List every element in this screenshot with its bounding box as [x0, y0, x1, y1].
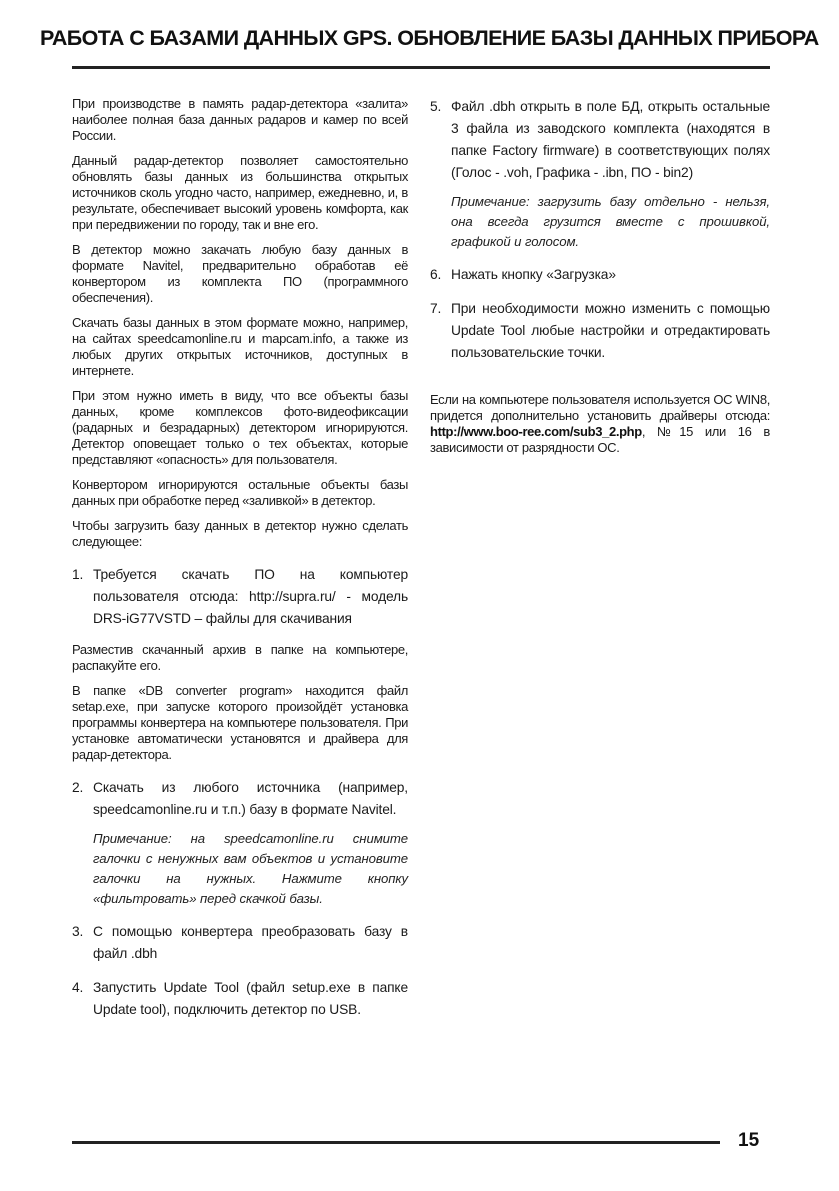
- step-5: [430, 96, 770, 184]
- driver-note: [430, 392, 770, 456]
- step-2: [72, 777, 408, 821]
- paragraph: В папке «DB converter program» находится файл setap.exe, при запуске которого произойдёт установка программы конвертера на компьютере пользователя. При установке автоматически установятся и драйвера для радар-детектора.: [72, 683, 408, 762]
- step-text: С помощью конвертера преобразовать базу в файл .dbh: [93, 924, 408, 961]
- paragraph: Данный радар-детектор позволяет самостоятельно обновлять базы данных из большинства открытых источников сколь угодно часто, например, ежедневно, и, в результате, обеспечивает высокий уровень комфорта, как при передвижении по городу, так и вне его.: [72, 153, 408, 232]
- step-7: [430, 298, 770, 364]
- step-text: Файл .dbh открыть в поле БД, открыть остальные 3 файла из заводского комплекта (находятся в папке Factory firmware) в соответствующих полях (Голос - .voh, Графика - .ibn, ПО - bin2): [451, 99, 770, 180]
- step-text: Запустить Update Tool (файл setup.exe в папке Update tool), подключить детектор по USB.: [93, 980, 408, 1017]
- driver-download-link[interactable]: http://www.boo-ree.com/sub3_2.php: [430, 424, 642, 439]
- left-column: [72, 96, 408, 1033]
- paragraph: Скачать базы данных в этом формате можно, например, на сайтах speedcamonline.ru и mapcam.info, а также из любых других открытых источников, доступных в интернете.: [72, 315, 408, 378]
- paragraph: При производстве в память радар-детектора «залита» наиболее полная база данных радаров и камер по всей России.: [72, 96, 408, 143]
- note-speedcamonline: Примечание: на speedcamonline.ru снимите галочки с ненужных вам объектов и установите галочки на нужных. Нажмите кнопку «фильтровать» перед скачкой базы.: [93, 831, 408, 906]
- paragraph: При этом нужно иметь в виду, что все объекты базы данных, кроме комплексов фото-видеофиксации (радарных и безрадарных) детектором игнорируются. Детектор оповещает только о тех объектах, которые представляют «опасность» для пользователя.: [72, 388, 408, 467]
- step-6: [430, 264, 770, 286]
- step-text: Требуется скачать ПО на компьютер пользователя отсюда: http://supra.ru/ - модель DRS-iG77VSTD – файлы для скачивания: [93, 567, 408, 626]
- step-number: 3.: [72, 924, 84, 939]
- step-text: Нажать кнопку «Загрузка»: [451, 267, 616, 282]
- step-text: Скачать из любого источника (например, speedcamonline.ru и т.п.) базу в формате Navitel.: [93, 780, 408, 817]
- step-number: 4.: [72, 980, 84, 995]
- paragraph: Разместив скачанный архив в папке на компьютере, распакуйте его.: [72, 642, 408, 673]
- driver-note-text: , №15 или 16 в зависимости от разрядности ОС.: [430, 424, 770, 455]
- page-number: 15: [738, 1130, 760, 1151]
- right-column: [430, 96, 770, 465]
- page-title: РАБОТА С БАЗАМИ ДАННЫХ GPS. ОБНОВЛЕНИЕ БАЗЫ ДАННЫХ ПРИБОРА: [40, 26, 819, 50]
- step-number: 1.: [72, 567, 84, 582]
- note-firmware: Примечание: загрузить базу отдельно - нельзя, она всегда грузится вместе с прошивкой, графикой и голосом.: [451, 194, 770, 249]
- footer-divider: [72, 1141, 720, 1144]
- step-number: 7.: [430, 301, 442, 316]
- step-number: 5.: [430, 99, 442, 114]
- driver-note-text: Если на компьютере пользователя используется ОС WIN8, придется дополнительно установить драйверы отсюда:: [430, 392, 770, 423]
- step-number: 2.: [72, 780, 84, 795]
- header-divider: [72, 66, 770, 69]
- step-3: [72, 921, 408, 965]
- step-text: При необходимости можно изменить с помощью Update Tool любые настройки и отредактировать пользовательские точки.: [451, 301, 770, 360]
- step-4: [72, 977, 408, 1021]
- paragraph: Конвертором игнорируются остальные объекты базы данных при обработке перед «заливкой» в детектор.: [72, 477, 408, 508]
- step-1: [72, 564, 408, 630]
- paragraph: В детектор можно закачать любую базу данных в формате Navitel, предварительно обработав её конвертором из комплекта ПО (программного обеспечения).: [72, 242, 408, 305]
- paragraph: Чтобы загрузить базу данных в детектор нужно сделать следующее:: [72, 518, 408, 549]
- step-number: 6.: [430, 267, 442, 282]
